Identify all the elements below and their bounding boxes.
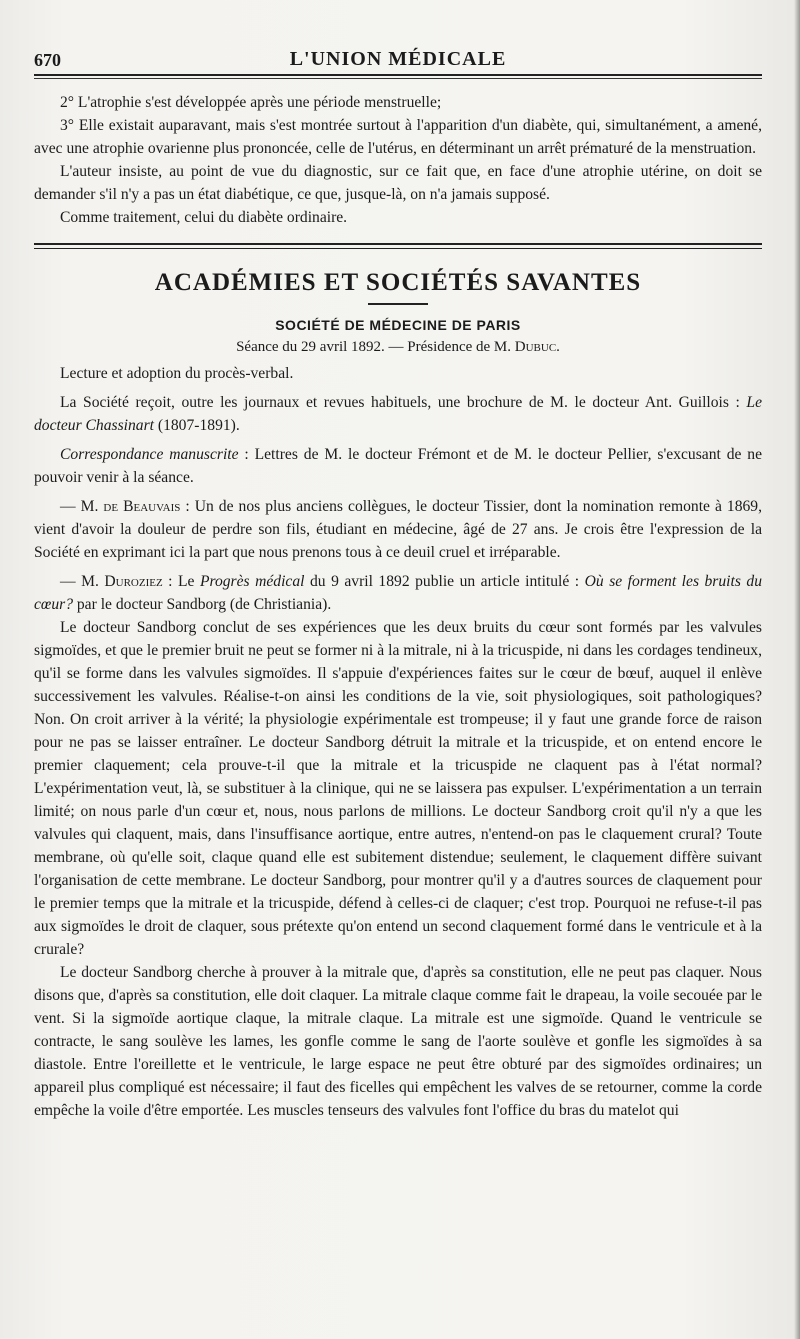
paragraph-sandborg-mitrale: Le docteur Sandborg cherche à prouver à la mitrale que, d'après sa constitution, elle ne peut pas claquer. Nous disons que, d'après sa constitution, elle doit claquer. La mitrale claque comme fait le drapeau, la voile secouée par le vent. Si la sigmoïde aortique claque, la mitrale claque. La mitrale est une sigmoïde. Quand le ventricule se contracte, le sang soulève les lames, les gonfle comme le sang de l'aorte soulève et gonfle les sigmoïdes à sa diastole. Entre l'oreillette et le ventricule, le large espace ne peut être obturé par des sigmoïdes ordinaires; un appareil plus compliqué est nécessaire; il faut des ficelles qui empêchent les valves de se retourner, comme la corde empêche la voile d'être emportée. Les muscles tenseurs des valvules font l'office du bras du matelot qui [34, 964, 762, 1119]
header-rule-thin [34, 78, 762, 79]
paragraph-brochure: La Société reçoit, outre les journaux et revues habituels, une brochure de M. le docteur Ant. Guillois : Le docteur Chassinart (1807-1891). [34, 394, 762, 434]
speaker-duroziez: Duroziez [104, 573, 163, 590]
brochure-title: Le docteur Chassinart [34, 394, 762, 434]
society-title: SOCIÉTÉ DE MÉDECINE DE PARIS [275, 317, 521, 333]
running-header [34, 40, 762, 74]
intro-item-3: 3° Elle existait auparavant, mais s'est montrée surtout à l'apparition d'un diabète, qui, simultanément, a amené, avec une atrophie ovarienne plus prononcée, celle de l'utérus, en déterminant un arrêt prématuré de la menstruation. [34, 117, 762, 157]
article-title: Où se forment les bruits du cœur? [34, 573, 762, 613]
paragraph-correspondance: Correspondance manuscrite : Lettres de M. le docteur Frémont et de M. le docteur Pellier, s'excusant de ne pouvoir venir à la séance. [34, 446, 762, 486]
speaker-de-beauvais: de Beauvais [103, 498, 181, 515]
intro-insist: L'auteur insiste, au point de vue du diagnostic, sur ce fait que, en face d'une atrophie utérine, on doit se demander s'il n'y a pas un état diabétique, ce que, jusque-là, on n'a jamais supposé. [34, 163, 762, 203]
correspondance-label: Correspondance manuscrite [60, 446, 239, 463]
intro-item-2: 2° L'atrophie s'est développée après une période menstruelle; [60, 94, 442, 111]
paragraph-de-beauvais: — M. de Beauvais : Un de nos plus anciens collègues, le docteur Tissier, dont la nomination remonte à 1869, vient d'avoir la douleur de perdre son fils, étudiant en médecine, âgé de 27 ans. Je crois être l'expression de la Société en exprimant ici la part que nous prenons tous à ce deuil cruel et irréparable. [34, 498, 762, 561]
intro-treatment: Comme traitement, celui du diabète ordinaire. [60, 209, 348, 226]
section-divider [34, 243, 762, 249]
paragraph-duroziez: — M. Duroziez : Le Progrès médical du 9 avril 1892 publie un article intitulé : Où se forment les bruits du cœur? par le docteur Sandborg (de Christiania). [34, 573, 762, 613]
seance-line [34, 339, 762, 356]
paragraph-sandborg-conclusion: Le docteur Sandborg conclut de ses expériences que les deux bruits du cœur sont formés par les valvules sigmoïdes, et que le premier bruit ne peut se former ni à la mitrale, ni à la tricuspide, ni dans les cordages tendineux, qu'il se forme dans les valvules sigmoïdes. Il s'appuie d'expériences faites sur le cœur de bœuf, auquel il enlève successivement les valvules. Réalise-t-on ainsi les conditions de la vie, soit physiologiques, soit pathologiques? Non. On croit arriver à la vérité; la physiologie expérimentale est trompeuse; il y faut une grande force de raison pour ne pas se laisser entraîner. Le docteur Sandborg détruit la mitrale et la tricuspide, et on entend encore le premier claquement; cela prouve-t-il que la mitrale et la tricuspide ne claquent pas à l'état normal? L'expérimentation veut, là, se substituer à la clinique, qui ne se laissera pas expulser. L'expérimentation a un terrain limité; on nous parle d'un cœur et, nous, nous parlons de millions. Le docteur Sandborg croit qu'il n'y a que les valvules qui claquent, mais, dans l'insuffisance aortique, entre autres, n'entend-on pas le claquement crural? Toute membrane, où qu'elle soit, claque quand elle est subitement distendue; seulement, le claquement diffère suivant l'organisation de cette membrane. Le docteur Sandborg, pour montrer qu'il y a d'autres sources de claquement pour le premier temps que la mitrale et la tricuspide, défend à celles-ci de claquer; c'est trop. Pourquoi ne refuse-t-il pas aux sigmoïdes le droit de claquer, sous prétexte qu'on entend un second claquement formé dans le ventricule et à la crurale? [34, 619, 762, 958]
journal-name: Progrès médical [199, 573, 305, 590]
page-number: 670 [34, 50, 61, 70]
section-title: ACADÉMIES ET SOCIÉTÉS SAVANTES [154, 269, 642, 296]
president-name: Dubuc. [514, 339, 560, 355]
seance-text: Séance du 29 avril 1892. — Présidence de M. [236, 339, 515, 355]
intro-block [34, 91, 762, 229]
paragraph-proces-verbal: Lecture et adoption du procès-verbal. [60, 365, 294, 382]
title-rule [368, 303, 428, 305]
journal-title: L'UNION MÉDICALE [289, 48, 507, 70]
header-rule [34, 74, 762, 76]
